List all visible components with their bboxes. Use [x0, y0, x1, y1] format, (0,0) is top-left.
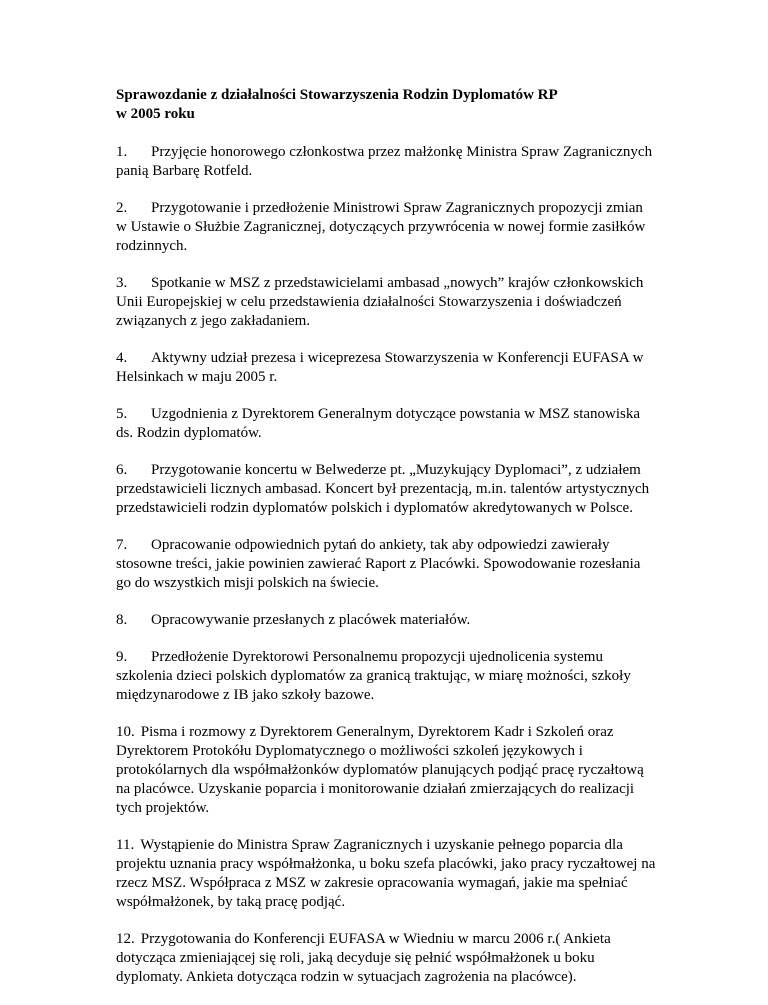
item-number: 8.	[116, 612, 128, 628]
list-item-3	[116, 274, 656, 331]
item-number: 3.	[116, 275, 128, 291]
item-number: 10.	[116, 724, 135, 740]
item-text: Przygotowanie koncertu w Belwederze pt. „Muzykujący Dyplomaci”, z udziałem przedstawicieli licznych ambasad. Koncert był prezentacją, m.in. talentów artystycznych przedstawicieli rodzin dyplomatów polskich i dyplomatów akredytowanych w Polsce.	[116, 462, 650, 516]
item-text: Spotkanie w MSZ z przedstawicielami ambasad „nowych” krajów członkowskich Unii Europejskiej w celu przedstawienia działalności Stowarzyszenia i doświadczeń związanych z jego zakładaniem.	[116, 275, 644, 329]
title-line-2: w 2005 roku	[116, 106, 195, 122]
item-text: Aktywny udział prezesa i wiceprezesa Stowarzyszenia w Konferencji EUFASA w Helsinkach w maju 2005 r.	[116, 350, 644, 385]
document-title	[116, 86, 656, 124]
item-number: 6.	[116, 462, 128, 478]
item-number: 4.	[116, 350, 128, 366]
item-number: 12.	[116, 931, 135, 947]
list-item-1	[116, 143, 656, 181]
item-text: Przygotowanie i przedłożenie Ministrowi Spraw Zagranicznych propozycji zmian w Ustawie o Służbie Zagranicznej, dotyczących przywrócenia w nowej formie zasiłków rodzinnych.	[116, 200, 646, 254]
list-item-7	[116, 536, 656, 593]
item-number: 7.	[116, 537, 128, 553]
list-item-4	[116, 349, 656, 387]
item-text: Opracowanie odpowiednich pytań do ankiety, tak aby odpowiedzi zawierały stosowne treści, jakie powinien zawierać Raport z Placówki. Spowodowanie rozesłania go do wszystkich misji polskich na świecie.	[116, 537, 641, 591]
list-item-5	[116, 405, 656, 443]
item-number: 11.	[116, 837, 135, 853]
item-number: 1.	[116, 144, 128, 160]
item-number: 5.	[116, 406, 128, 422]
list-item-2	[116, 199, 656, 256]
document-page	[116, 86, 656, 1005]
item-number: 2.	[116, 200, 128, 216]
item-number: 9.	[116, 649, 128, 665]
item-text: Wystąpienie do Ministra Spraw Zagranicznych i uzyskanie pełnego poparcia dla projektu uznania pracy współmałżonka, u boku szefa placówki, jako pracy ryczałtowej na rzecz MSZ. Współpraca z MSZ w zakresie opracowania wymagań, jakie ma spełniać współmałżonek, by taką pracę podjąć.	[116, 837, 656, 910]
item-text: Przygotowania do Konferencji EUFASA w Wiedniu w marcu 2006 r.( Ankieta dotycząca zmieniającej się roli, jaką decyduje się pełnić współmałżonek u boku dyplomaty. Ankieta dotycząca rodzin w sytuacjach zagrożenia na placówce).	[116, 931, 611, 985]
title-line-1: Sprawozdanie z działalności Stowarzyszenia Rodzin Dyplomatów RP	[116, 87, 558, 103]
item-text: Przedłożenie Dyrektorowi Personalnemu propozycji ujednolicenia systemu szkolenia dzieci polskich dyplomatów za granicą traktując, w miarę możności, szkoły międzynarodowe z IB jako szkoły bazowe.	[116, 649, 631, 703]
list-item-12	[116, 930, 656, 987]
item-text: Opracowywanie przesłanych z placówek materiałów.	[151, 612, 471, 628]
list-item-9	[116, 648, 656, 705]
item-text: Przyjęcie honorowego członkostwa przez małżonkę Ministra Spraw Zagranicznych panią Barbarę Rotfeld.	[116, 144, 653, 179]
item-text: Pisma i rozmowy z Dyrektorem Generalnym, Dyrektorem Kadr i Szkoleń oraz Dyrektorem Protokółu Dyplomatycznego o możliwości szkoleń językowych i protokólarnych dla współmałżonków dyplomatów planujących podjąć pracę ryczałtową na placówce. Uzyskanie poparcia i monitorowanie działań zmierzających do realizacji tych projektów.	[116, 724, 644, 816]
list-item-10	[116, 723, 656, 818]
list-item-6	[116, 461, 656, 518]
list-item-8	[116, 611, 656, 630]
list-item-11	[116, 836, 656, 912]
item-text: Uzgodnienia z Dyrektorem Generalnym dotyczące powstania w MSZ stanowiska ds. Rodzin dyplomatów.	[116, 406, 641, 441]
